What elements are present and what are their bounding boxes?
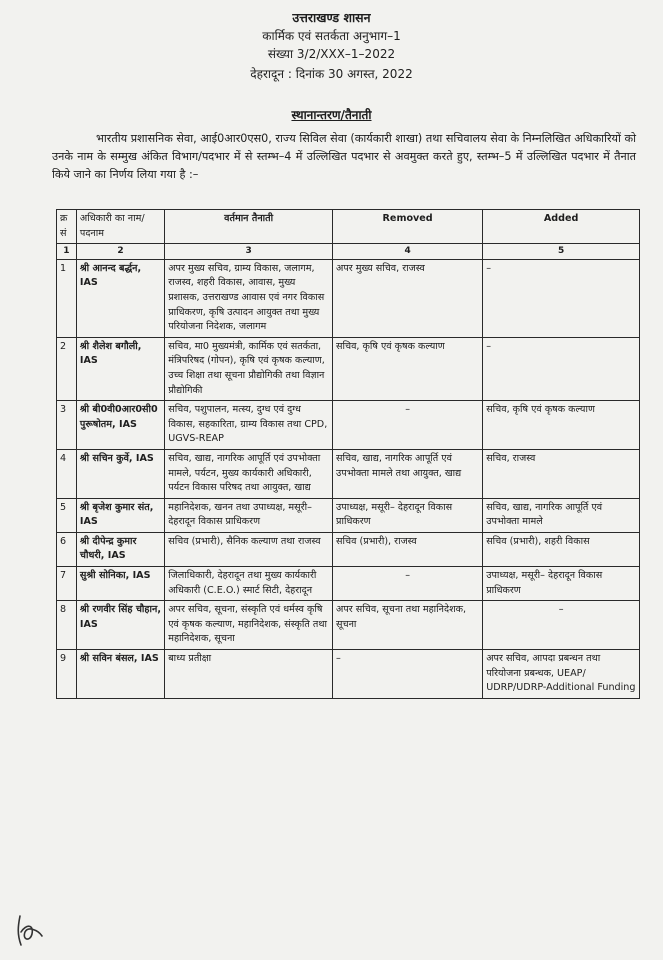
added-cell: – xyxy=(483,601,640,650)
column-number: 3 xyxy=(165,244,333,260)
table-row xyxy=(57,650,640,699)
column-number-row xyxy=(57,244,640,260)
header-current: वर्तमान तैनाती xyxy=(165,210,333,244)
removed-cell: अपर सचिव, सूचना तथा महानिदेशक, सूचना xyxy=(333,601,483,650)
reference-number: संख्या 3/2/XXX–1–2022 xyxy=(267,47,396,61)
officer-name-cell: श्री शैलेश बगौली, IAS xyxy=(76,337,164,400)
officer-name-cell: श्री सचिन कुर्वे, IAS xyxy=(76,449,164,498)
current-posting-cell: अपर सचिव, सूचना, संस्कृति एवं धर्मस्व कृषि एवं कृषक कल्याण, महानिदेशक, संस्कृति तथा महानिदेशक, सूचना xyxy=(165,601,333,650)
table-row xyxy=(57,337,640,400)
column-number: 5 xyxy=(483,244,640,260)
added-cell: सचिव (प्रभारी), शहरी विकास xyxy=(483,532,640,566)
officer-name-cell: श्री रणवीर सिंह चौहान, IAS xyxy=(76,601,164,650)
removed-cell: – xyxy=(333,401,483,450)
current-posting-cell: अपर मुख्य सचिव, ग्राम्य विकास, जलागम, राजस्व, शहरी विकास, आवास, मुख्य प्रशासक, उत्तराखण्ड आवास एवं नगर विकास प्राधिकरण, कृषि उत्पादन आयुक्त तथा मुख्य परियोजना निदेशक, जलागम xyxy=(165,259,333,337)
removed-cell: – xyxy=(333,650,483,699)
intro-paragraph: भारतीय प्रशासनिक सेवा, आई0आर0एस0, राज्य सिविल सेवा (कार्यकारी शाखा) तथा सचिवालय सेवा के निम्नलिखित अधिकारियों को उनके नाम के सम्मुख अंकित विभाग/पदभार में से स्तम्भ–4 में उल्लिखित पदभार से अवमुक्त करते हुए, स्तम्भ–5 में उल्लिखित पदभार में तैनात किये जाने का निर्णय लिया गया है :– xyxy=(52,132,636,181)
serial-cell: 5 xyxy=(57,498,77,532)
table-header-row xyxy=(57,210,640,244)
officer-name-cell: श्री आनन्द बर्द्धन, IAS xyxy=(76,259,164,337)
officer-name-cell: श्री दीपेन्द्र कुमार चौधरी, IAS xyxy=(76,532,164,566)
table-row xyxy=(57,401,640,450)
current-posting-cell: जिलाधिकारी, देहरादून तथा मुख्य कार्यकारी अधिकारी (C.E.O.) स्मार्ट सिटी, देहरादून xyxy=(165,567,333,601)
officer-name-cell: श्री सविन बंसल, IAS xyxy=(76,650,164,699)
added-cell: अपर सचिव, आपदा प्रबन्धन तथा परियोजना प्रबन्धक, UEAP/ UDRP/UDRP-Additional Funding xyxy=(483,650,640,699)
column-number: 4 xyxy=(333,244,483,260)
officer-name-cell: सुश्री सोनिका, IAS xyxy=(76,567,164,601)
section-name: कार्मिक एवं सतर्कता अनुभाग–1 xyxy=(262,29,401,43)
removed-cell: सचिव, कृषि एवं कृषक कल्याण xyxy=(333,337,483,400)
signature-mark xyxy=(12,912,46,948)
column-number: 1 xyxy=(57,244,77,260)
header-added: Added xyxy=(483,210,640,244)
current-posting-cell: सचिव, पशुपालन, मत्स्य, दुग्ध एवं दुग्ध विकास, सहकारिता, ग्राम्य विकास तथा CPD, UGVS-REAP xyxy=(165,401,333,450)
officer-name-cell: श्री बृजेश कुमार संत, IAS xyxy=(76,498,164,532)
serial-cell: 8 xyxy=(57,601,77,650)
current-posting-cell: सचिव (प्रभारी), सैनिक कल्याण तथा राजस्व xyxy=(165,532,333,566)
removed-cell: सचिव, खाद्य, नागरिक आपूर्ति एवं उपभोक्ता मामले तथा आयुक्त, खाद्य xyxy=(333,449,483,498)
serial-cell: 1 xyxy=(57,259,77,337)
header-serial: क्र सं xyxy=(57,210,77,244)
added-cell: – xyxy=(483,337,640,400)
removed-cell: – xyxy=(333,567,483,601)
added-cell: उपाध्यक्ष, मसूरी– देहरादून विकास प्राधिकरण xyxy=(483,567,640,601)
removed-cell: अपर मुख्य सचिव, राजस्व xyxy=(333,259,483,337)
column-number: 2 xyxy=(76,244,164,260)
table-row xyxy=(57,259,640,337)
current-posting-cell: महानिदेशक, खनन तथा उपाध्यक्ष, मसूरी–देहरादून विकास प्राधिकरण xyxy=(165,498,333,532)
current-posting-cell: सचिव, मा0 मुख्यमंत्री, कार्मिक एवं सतर्कता, मंत्रिपरिषद (गोपन), कृषि एवं कृषक कल्याण, उच्च शिक्षा तथा सूचना प्रौद्योगिकी तथा विज्ञान प्रौद्योगिकी xyxy=(165,337,333,400)
removed-cell: सचिव (प्रभारी), राजस्व xyxy=(333,532,483,566)
added-cell: – xyxy=(483,259,640,337)
serial-cell: 9 xyxy=(57,650,77,699)
added-cell: सचिव, कृषि एवं कृषक कल्याण xyxy=(483,401,640,450)
subject-heading xyxy=(0,106,663,123)
table-row xyxy=(57,532,640,566)
officer-name-cell: श्री बी0वी0आर0सी0 पुरूषोतम, IAS xyxy=(76,401,164,450)
removed-cell: उपाध्यक्ष, मसूरी– देहरादून विकास प्राधिकरण xyxy=(333,498,483,532)
serial-cell: 7 xyxy=(57,567,77,601)
place-date: देहरादून : दिनांक 30 अगस्त, 2022 xyxy=(250,67,413,81)
serial-cell: 3 xyxy=(57,401,77,450)
current-posting-cell: सचिव, खाद्य, नागरिक आपूर्ति एवं उपभोक्ता मामले, पर्यटन, मुख्य कार्यकारी अधिकारी, पर्यटन विकास परिषद तथा आयुक्त, खाद्य xyxy=(165,449,333,498)
table-row xyxy=(57,449,640,498)
serial-cell: 4 xyxy=(57,449,77,498)
current-posting-cell: बाध्य प्रतीक्षा xyxy=(165,650,333,699)
serial-cell: 2 xyxy=(57,337,77,400)
serial-cell: 6 xyxy=(57,532,77,566)
transfer-table xyxy=(56,209,640,699)
subject-text: स्थानान्तरण/तैनाती xyxy=(291,108,372,122)
added-cell: सचिव, राजस्व xyxy=(483,449,640,498)
table-row xyxy=(57,601,640,650)
header-name: अधिकारी का नाम/ पदनाम xyxy=(76,210,164,244)
table-row xyxy=(57,567,640,601)
department-title: उत्तराखण्ड शासन xyxy=(292,10,371,25)
added-cell: सचिव, खाद्य, नागरिक आपूर्ति एवं उपभोक्ता मामले xyxy=(483,498,640,532)
table-row xyxy=(57,498,640,532)
header-removed: Removed xyxy=(333,210,483,244)
